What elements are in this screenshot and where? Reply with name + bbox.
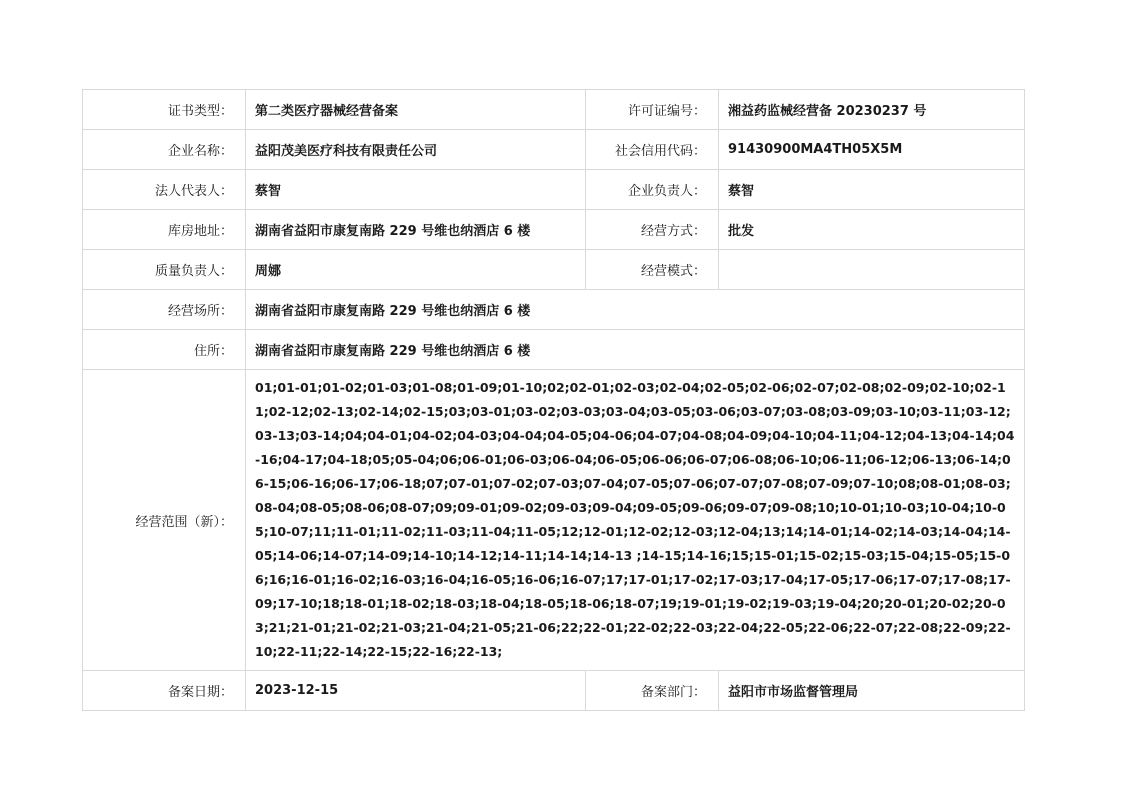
scope-label: 经营范围（新）： xyxy=(83,370,246,671)
license-no-label: 许可证编号： xyxy=(586,90,719,130)
filing-dept-value: 益阳市市场监督管理局 xyxy=(719,671,1025,711)
filing-date-label: 备案日期： xyxy=(83,671,246,711)
filing-record-table xyxy=(82,89,1025,711)
company-head-label: 企业负责人： xyxy=(586,170,719,210)
company-name-value: 益阳茂美医疗科技有限责任公司 xyxy=(246,130,586,170)
row-filing xyxy=(83,671,1025,711)
warehouse-value: 湖南省益阳市康复南路 229 号维也纳酒店 6 楼 xyxy=(246,210,586,250)
license-no-value: 湘益药监械经营备 20230237 号 xyxy=(719,90,1025,130)
row-company-name xyxy=(83,130,1025,170)
premises-value: 湖南省益阳市康复南路 229 号维也纳酒店 6 楼 xyxy=(246,290,1025,330)
quality-head-value: 周娜 xyxy=(246,250,586,290)
legal-rep-value: 蔡智 xyxy=(246,170,586,210)
premises-label: 经营场所： xyxy=(83,290,246,330)
filing-date-value: 2023-12-15 xyxy=(246,671,586,711)
business-model-label: 经营模式： xyxy=(586,250,719,290)
residence-value: 湖南省益阳市康复南路 229 号维也纳酒店 6 楼 xyxy=(246,330,1025,370)
legal-rep-label: 法人代表人： xyxy=(83,170,246,210)
quality-head-label: 质量负责人： xyxy=(83,250,246,290)
row-residence xyxy=(83,330,1025,370)
row-warehouse xyxy=(83,210,1025,250)
filing-dept-label: 备案部门： xyxy=(586,671,719,711)
credit-code-value: 91430900MA4TH05X5M xyxy=(719,130,1025,170)
business-model-value xyxy=(719,250,1025,290)
row-legal-rep xyxy=(83,170,1025,210)
business-mode-label: 经营方式： xyxy=(586,210,719,250)
business-mode-value: 批发 xyxy=(719,210,1025,250)
row-premises xyxy=(83,290,1025,330)
row-cert-type xyxy=(83,90,1025,130)
row-quality-head xyxy=(83,250,1025,290)
credit-code-label: 社会信用代码： xyxy=(586,130,719,170)
cert-type-label: 证书类型： xyxy=(83,90,246,130)
row-scope xyxy=(83,370,1025,671)
warehouse-label: 库房地址： xyxy=(83,210,246,250)
company-name-label: 企业名称： xyxy=(83,130,246,170)
company-head-value: 蔡智 xyxy=(719,170,1025,210)
scope-value: 01;01-01;01-02;01-03;01-08;01-09;01-10;02;02-01;02-03;02-04;02-05;02-06;02-07;02-08;02-09;02-10;02-11;02-12;02-13;02-14;02-15;03;03-01;03-02;03-03;03-04;03-05;03-06;03-07;03-08;03-09;03-10;03-11;03-12;03-13;03-14;04;04-01;04-02;04-03;04-04;04-05;04-06;04-07;04-08;04-09;04-10;04-11;04-12;04-13;04-14;04-16;04-17;04-18;05;05-04;06;06-01;06-03;06-04;06-05;06-06;06-07;06-08;06-10;06-11;06-12;06-13;06-14;06-15;06-16;06-17;06-18;07;07-01;07-02;07-03;07-04;07-05;07-06;07-07;07-08;07-09;07-10;08;08-01;08-03;08-04;08-05;08-06;08-07;09;09-01;09-02;09-03;09-04;09-05;09-06;09-07;09-08;10;10-01;10-03;10-04;10-05;10-07;11;11-01;11-02;11-03;11-04;11-05;12;12-01;12-02;12-03;12-04;13;14;14-01;14-02;14-03;14-04;14-05;14-06;14-07;14-09;14-10;14-12;14-11;14-14;14-13 ;14-15;14-16;15;15-01;15-02;15-03;15-04;15-05;15-06;16;16-01;16-02;16-03;16-04;16-05;16-06;16-07;17;17-01;17-02;17-03;17-04;17-05;17-06;17-07;17-08;17-09;17-10;18;18-01;18-02;18-03;18-04;18-05;18-06;18-07;19;19-01;19-02;19-03;19-04;20;20-01;20-02;20-03;21;21-01;21-02;21-03;21-04;21-05;21-06;22;22-01;22-02;22-03;22-04;22-05;22-06;22-07;22-08;22-09;22-10;22-11;22-14;22-15;22-16;22-13; xyxy=(246,370,1025,671)
residence-label: 住所： xyxy=(83,330,246,370)
cert-type-value: 第二类医疗器械经营备案 xyxy=(246,90,586,130)
